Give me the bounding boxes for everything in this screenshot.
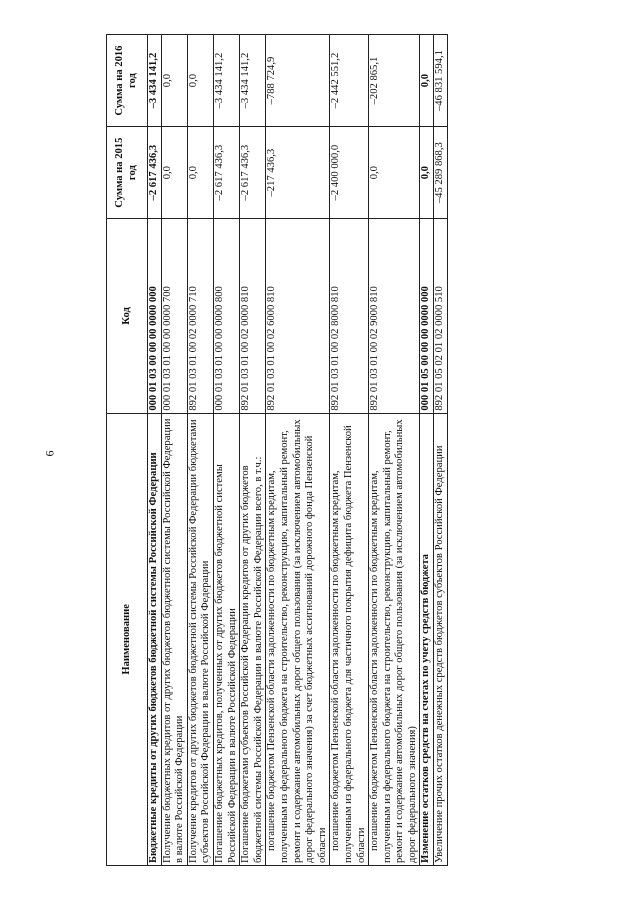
table-row [266, 35, 330, 866]
header-sum-2015: Сумма на 2015 год [107, 127, 148, 219]
cell-code: 892 01 03 01 00 02 0000 810 [240, 219, 266, 414]
header-sum-2016: Сумма на 2016 год [107, 35, 148, 127]
table-row [240, 35, 266, 866]
cell-sum-2015: –217 436,3 [266, 127, 330, 219]
cell-sum-2015: 0,0 [187, 127, 213, 219]
cell-code: 000 01 03 00 00 00 0000 000 [148, 219, 162, 414]
cell-sum-2015: 0,0 [161, 127, 187, 219]
cell-code: 892 01 03 01 00 02 0000 710 [187, 219, 213, 414]
cell-name: Бюджетные кредиты от других бюджетов бюджетной системы Российской Федерации [148, 413, 162, 865]
table-row [161, 35, 187, 866]
cell-sum-2015: 0,0 [369, 127, 420, 219]
cell-sum-2016: –3 434 141,2 [240, 35, 266, 127]
cell-sum-2016: 0,0 [420, 35, 434, 127]
budget-table [106, 34, 448, 866]
cell-code: 892 01 03 01 00 02 6000 810 [266, 219, 330, 414]
cell-name: Получение бюджетных кредитов от других бюджетов бюджетной системы Российской Федерации в валюте Российской Федерации [161, 413, 187, 865]
cell-code: 892 01 03 01 00 02 8000 810 [330, 219, 369, 414]
cell-code: 000 01 05 00 00 00 0000 000 [420, 219, 434, 414]
cell-name: Погашение бюджетами субъектов Российской Федерации кредитов от других бюджетов бюджетной системы Российской Федерации в валюте Российской Федерации всего, в т.ч.: [240, 413, 266, 865]
cell-sum-2016: –3 434 141,2 [148, 35, 162, 127]
cell-sum-2015: –2 400 000,0 [330, 127, 369, 219]
table-row [187, 35, 213, 866]
cell-code: 892 01 05 02 01 02 0000 510 [434, 219, 448, 414]
cell-sum-2016: –46 831 594,1 [434, 35, 448, 127]
rotated-table-container [106, 34, 546, 866]
cell-sum-2015: –2 617 436,3 [213, 127, 239, 219]
cell-code: 892 01 03 01 00 02 9000 810 [369, 219, 420, 414]
table-row [213, 35, 239, 866]
header-row [107, 35, 148, 866]
cell-sum-2016: –202 865,1 [369, 35, 420, 127]
cell-name: Изменение остатков средств на счетах по учету средств бюджета [420, 413, 434, 865]
page-number: 6 [42, 450, 57, 457]
cell-code: 000 01 03 01 00 00 0000 700 [161, 219, 187, 414]
cell-sum-2016: –2 442 551,2 [330, 35, 369, 127]
cell-name: Увеличение прочих остатков денежных средств бюджетов субъектов Российской Федерации [434, 413, 448, 865]
cell-sum-2015: –2 617 436,3 [240, 127, 266, 219]
table-row [330, 35, 369, 866]
cell-sum-2016: –3 434 141,2 [213, 35, 239, 127]
cell-name: погашение бюджетом Пензенской области задолженности по бюджетным кредитам, полученным из федерального бюджета на строительство, реконструкцию, капитальный ремонт, ремонт и содержание автомобильных дорог общего пользования (за исключением автомобильных дорог федерального значения) [369, 413, 420, 865]
table-row [420, 35, 434, 866]
table-row [369, 35, 420, 866]
cell-code: 000 01 03 01 00 00 0000 800 [213, 219, 239, 414]
cell-name: Получение кредитов от других бюджетов бюджетной системы Российской Федерации бюджетами субъектов Российской Федерации в валюте Российской Федерации [187, 413, 213, 865]
table-row [148, 35, 162, 866]
cell-sum-2015: –45 289 868,3 [434, 127, 448, 219]
cell-sum-2015: 0,0 [420, 127, 434, 219]
header-code: Код [107, 219, 148, 414]
cell-sum-2016: –788 724,9 [266, 35, 330, 127]
table-row [434, 35, 448, 866]
cell-name: погашение бюджетом Пензенской области задолженности по бюджетным кредитам, полученным из федерального бюджета для частичного покрытия дефицита бюджета Пензенской области [330, 413, 369, 865]
cell-name: Погашение бюджетных кредитов, полученных от других бюджетов бюджетной системы Российской Федерации в валюте Российской Федерации [213, 413, 239, 865]
cell-name: погашение бюджетом Пензенской области задолженности по бюджетным кредитам, полученным из федерального бюджета на строительство, реконструкцию, капитальный ремонт, ремонт и содержание автомобильных дорог общего пользования (за исключением автомобильных дорог федерального значения) за счет бюджетных ассигнований дорожного фонда Пензенской области [266, 413, 330, 865]
cell-sum-2016: 0,0 [161, 35, 187, 127]
cell-sum-2016: 0,0 [187, 35, 213, 127]
header-name: Наименование [107, 413, 148, 865]
cell-sum-2015: –2 617 436,3 [148, 127, 162, 219]
